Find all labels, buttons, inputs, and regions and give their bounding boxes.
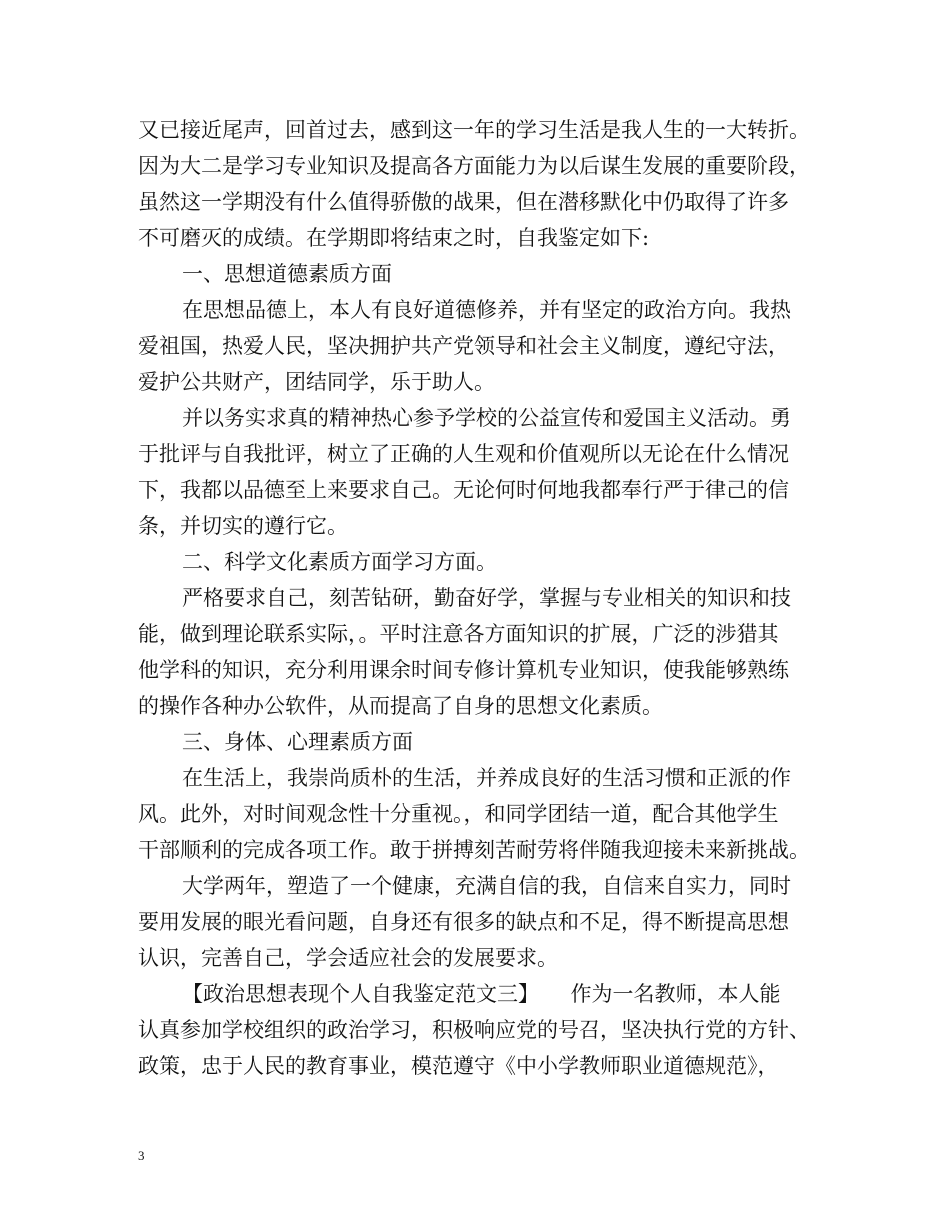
- text-line: 大学两年，塑造了一个健康，充满自信的我，自信来自实力，同时: [182, 874, 791, 898]
- text-line: 【政治思想表现个人自我鉴定范文三】 作为一名教师，本人能: [182, 982, 781, 1006]
- body-text: [138, 112, 830, 1084]
- text-line: 不可磨灭的成绩。在学期即将结束之时，自我鉴定如下:: [138, 226, 650, 250]
- text-line: 认真参加学校组织的政治学习，积极响应党的号召，坚决执行党的方针、: [138, 1018, 810, 1042]
- text-line: 爱护公共财产，团结同学，乐于助人。: [138, 370, 495, 394]
- text-line: 虽然这一学期没有什么值得骄傲的战果，但在潜移默化中仍取得了许多: [138, 190, 789, 214]
- text-line: 能，做到理论联系实际，。平时注意各方面知识的扩展，广泛的涉猎其: [138, 622, 779, 646]
- text-line: 二、科学文化素质方面学习方面。: [182, 550, 497, 574]
- text-line: 条，并切实的遵行它。: [138, 514, 348, 538]
- text-line: 认识，完善自己，学会适应社会的发展要求。: [138, 946, 558, 970]
- text-line: 政策，忠于人民的教育事业，模范遵守《中小学教师职业道德规范》，: [138, 1054, 779, 1078]
- text-line: 并以务实求真的精神热心参予学校的公益宣传和爱国主义活动。勇: [182, 406, 791, 430]
- text-line: 三、身体、心理素质方面: [182, 730, 413, 754]
- text-line: 于批评与自我批评，树立了正确的人生观和价值观所以无论在什么情况: [138, 442, 789, 466]
- text-line: 爱祖国，热爱人民，坚决拥护共产党领导和社会主义制度，遵纪守法，: [138, 334, 789, 358]
- text-line: 因为大二是学习专业知识及提高各方面能力为以后谋生发展的重要阶段，: [138, 154, 810, 178]
- text-line: 他学科的知识，充分利用课余时间专修计算机专业知识，使我能够熟练: [138, 658, 789, 682]
- page-number: 3: [138, 1148, 145, 1163]
- text-line: 的操作各种办公软件，从而提高了自身的思想文化素质。: [138, 694, 663, 718]
- text-line: 风。此外，对时间观念性十分重视。，和同学团结一道，配合其他学生: [138, 802, 779, 826]
- text-line: 在生活上，我崇尚质朴的生活，并养成良好的生活习惯和正派的作: [182, 766, 791, 790]
- text-line: 下，我都以品德至上来要求自己。无论何时何地我都奉行严于律己的信: [138, 478, 789, 502]
- text-line: 一、思想道德素质方面: [182, 262, 392, 286]
- text-line: 又已接近尾声，回首过去，感到这一年的学习生活是我人生的一大转折。: [138, 118, 810, 142]
- text-line: 在思想品德上，本人有良好道德修养，并有坚定的政治方向。我热: [182, 298, 791, 322]
- text-line: 干部顺利的完成各项工作。敢于拼搏刻苦耐劳将伴随我迎接未来新挑战。: [138, 838, 810, 862]
- text-line: 严格要求自己，刻苦钻研，勤奋好学，掌握与专业相关的知识和技: [182, 586, 791, 610]
- text-line: 要用发展的眼光看问题，自身还有很多的缺点和不足，得不断提高思想: [138, 910, 789, 934]
